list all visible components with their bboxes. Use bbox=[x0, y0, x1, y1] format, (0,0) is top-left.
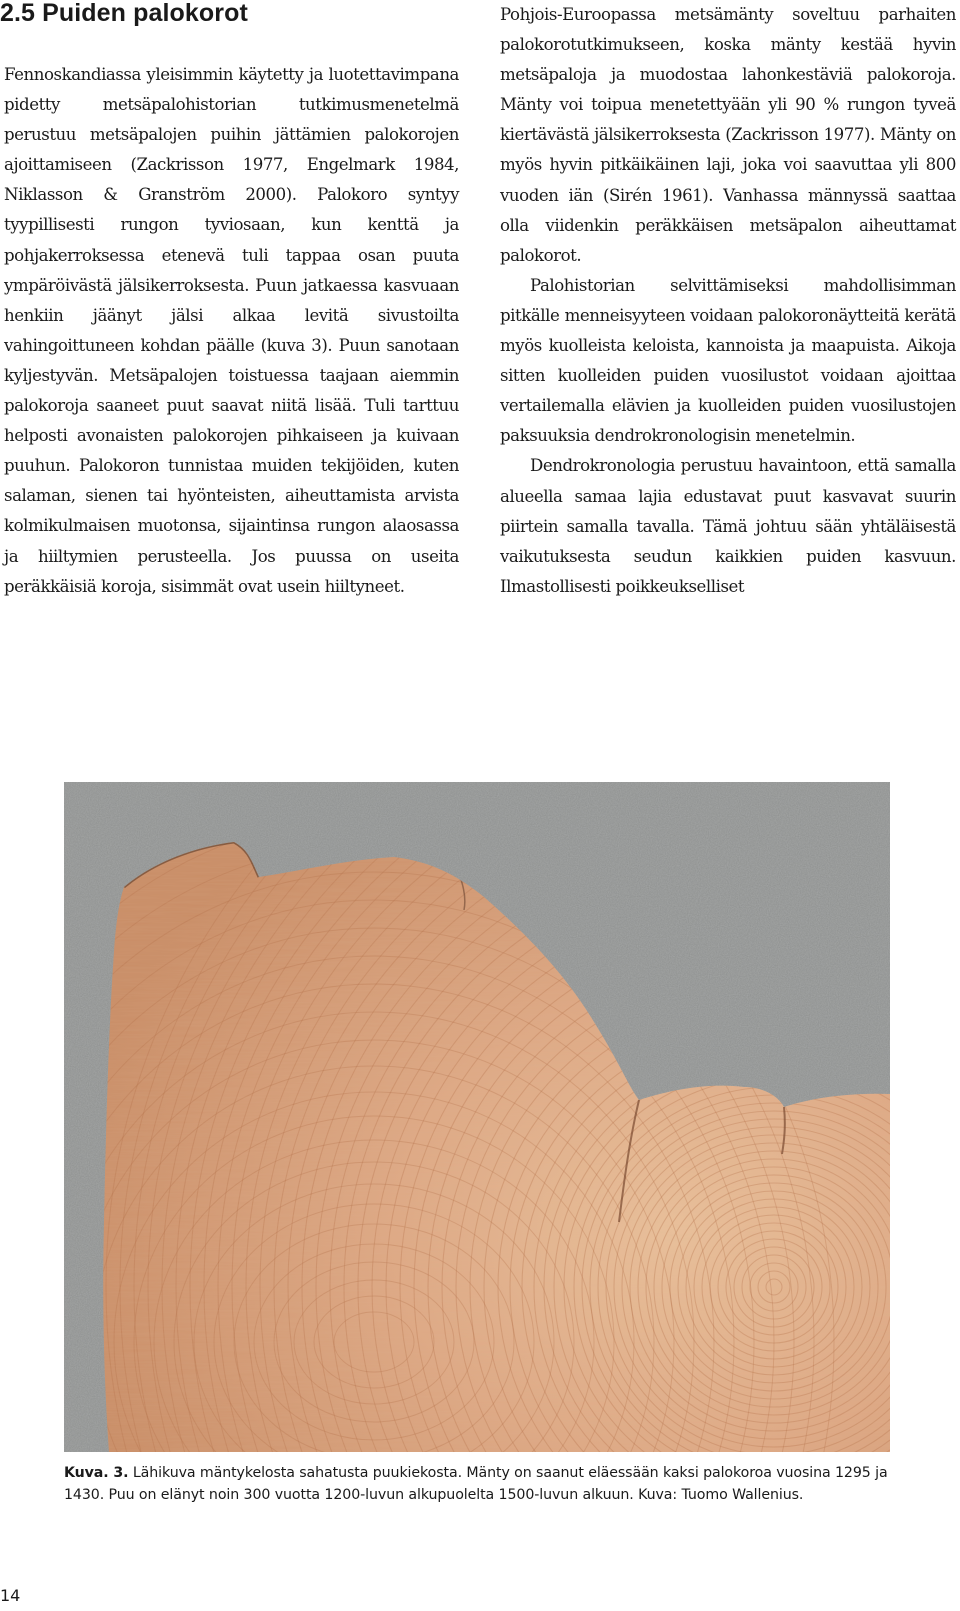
section-heading: 2.5 Puiden palokorot bbox=[0, 0, 248, 27]
tree-disc-illustration bbox=[64, 782, 890, 1452]
tree-disc-photo bbox=[64, 782, 890, 1452]
paragraph: Fennoskandiassa yleisimmin käytetty ja luotettavimpana pidetty metsäpalohistorian tutkimusmenetelmä perustuu metsäpalojen puihin jättämien palokorojen ajoittamiseen (Zackrisson 1977, Engelmark 1984, Niklasson & Granström 2000). Palokoro syntyy tyypillisesti rungon tyviosaan, kun kenttä ja pohjakerroksessa etenevä tuli tappaa osan puuta ympäröivästä jälsikerroksesta. Puun jatkaessa kasvuaan henkiin jäänyt jälsi alkaa levitä sivustoilta vahingoittuneen kohdan päälle (kuva 3). Puun sanotaan kyljestyvän. Metsäpalojen toistuessa taajaan aiemmin palokoroja saaneet puut saavat niitä lisää. Tuli tarttuu helposti avonaisten palokorojen pihkaiseen ja kuivaan puuhun. Palokoron tunnistaa muiden tekijöiden, kuten salaman, sienen tai hyönteisten, aiheuttamista arvista kolmikulmaisen muotonsa, sijaintinsa rungon alaosassa ja hiiltymien perusteella. Jos puussa on useita peräkkäisiä koroja, sisimmät ovat usein hiiltyneet. bbox=[4, 65, 459, 596]
caption-text: Lähikuva mäntykelosta sahatusta puukiekosta. Mänty on saanut eläessään kaksi palokoroa vuosina 1295 ja 1430. Puu on elänyt noin 300 vuotta 1200-luvun alkupuolelta 1500-luvun alkuun. Kuva: Tuomo Wallenius. bbox=[64, 1465, 888, 1503]
left-text-column bbox=[4, 60, 459, 602]
figure-caption bbox=[64, 1463, 896, 1506]
paragraph: Pohjois-Euroopassa metsämänty soveltuu parhaiten palokorotutkimukseen, koska mänty kestää hyvin metsäpaloja ja muodostaa lahonkestäviä palokoroja. Mänty voi toipua menetettyään yli 90 % rungon tyveä kiertävästä jälsikerroksesta (Zackrisson 1977). Mänty on myös hyvin pitkäikäinen laji, joka voi saavuttaa yli 800 vuoden iän (Sirén 1961). Vanhassa männyssä saattaa olla viidenkin peräkkäisen metsäpalon aiheuttamat palokorot. bbox=[500, 5, 956, 265]
caption-label: Kuva. 3. bbox=[64, 1465, 129, 1481]
paragraph: Dendrokronologia perustuu havaintoon, että samalla alueella samaa lajia edustavat puut kasvavat suurin piirtein samalla tavalla. Tämä johtuu sään yhtäläisestä vaikutuksesta seudun kaikkien puiden kasvuun. Ilmastollisesti poikkeukselliset bbox=[500, 456, 956, 596]
paragraph: Palohistorian selvittämiseksi mahdollisimman pitkälle menneisyyteen voidaan palokoronäytteitä kerätä myös kuolleista keloista, kannoista ja maapuista. Aikoja sitten kuolleiden puiden vuosilustot voidaan ajoittaa vertailemalla elävien ja kuolleiden puiden vuosilustojen paksuuksia dendrokronologisin menetelmin. bbox=[500, 275, 956, 446]
page-number: 14 bbox=[0, 1586, 21, 1605]
right-text-column bbox=[500, 0, 956, 602]
